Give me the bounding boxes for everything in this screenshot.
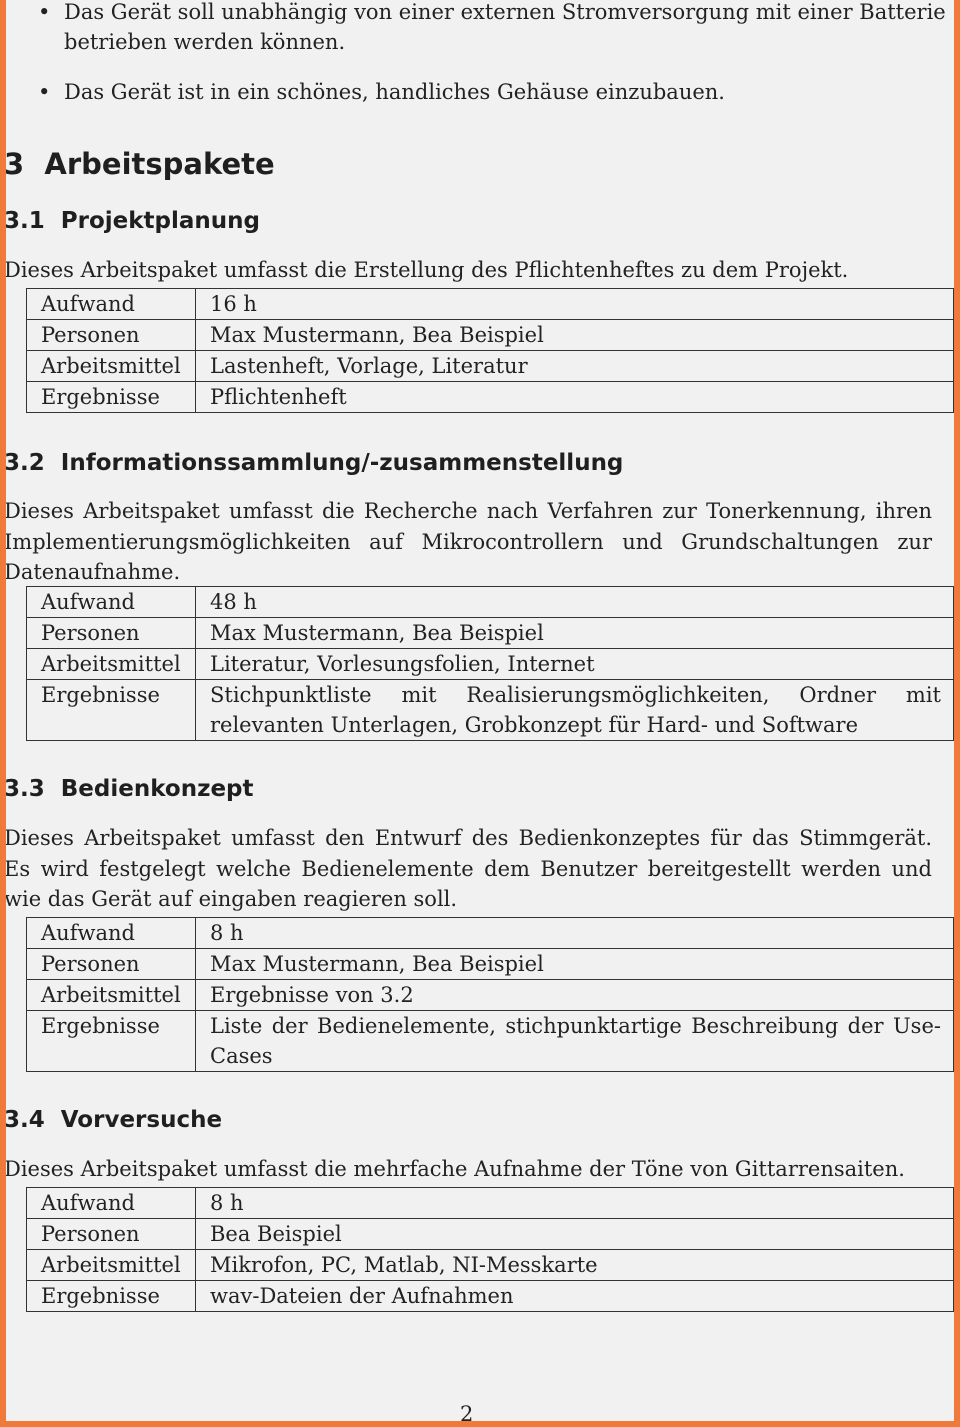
- subsection-description: Dieses Arbeitspaket umfasst die Recherche nach Verfahren zur Tonerkennung, ihren Implementierungsmöglichkeiten auf Mikrocontrollern und Grundschaltungen zur Datenaufnahme.: [4, 499, 932, 584]
- table-row: Arbeitsmittel Lastenheft, Vorlage, Literatur: [27, 351, 954, 382]
- table-row: Personen Max Mustermann, Bea Beispiel: [27, 618, 954, 649]
- work-package-table: [26, 1187, 954, 1312]
- table-row: Aufwand 8 h: [27, 918, 954, 949]
- work-package-table: [26, 586, 954, 741]
- subsection-description: Dieses Arbeitspaket umfasst die Erstellung des Pflichtenheftes zu dem Projekt.: [4, 258, 849, 282]
- page-number: 2: [460, 1402, 474, 1421]
- table-row: Personen Max Mustermann, Bea Beispiel: [27, 320, 954, 351]
- table-row: Ergebnisse Stichpunktliste mit Realisierungsmöglichkeiten, Ordner mit relevanten Unterlagen, Grobkonzept für Hard- und Software: [27, 680, 954, 741]
- table-row: Arbeitsmittel Ergebnisse von 3.2: [27, 980, 954, 1011]
- document-page: • Das Gerät soll unabhängig von einer externen Stromversorgung mit einer Batterie betrieben werden können. • Das Gerät ist in ein schönes, handliches Gehäuse einzubauen. 3 Arbeitspakete 3.1 Projektplanung Dieses Arbeitspaket umfasst die Erstellung des Pflichtenheftes zu dem Projekt. Aufwand 16 h Personen Max Mustermann, Bea Beispiel Arbeitsmittel Lastenheft, Vorlage, Literatur Ergebnisse Pflichtenheft 3.2 Informationssammlung/-zusammenstellung Dieses Arbeitspaket umfasst die Recherche nach Verfahren zur Tonerkennung, ihren Implementierungsmöglichkeiten auf Mikrocontrollern und Grundschaltungen zur Datenaufnahme. Aufwand 48 h Personen Max Mustermann, Bea Beispiel Arbeitsmittel Literatur, Vorlesungsfolien, Internet Ergebnisse Stichpunktliste mit Realisierungsmöglichkeiten, Ordner mit relevanten Unterlagen, Grobkonzept für Hard- und Software 3.3 Bedienkonzept Dieses Arbeitspaket umfasst den Entwurf des Bedienkonzeptes für das Stimmgerät. Es wird festgelegt welche Bedienelemente dem Benutzer bereitgestellt werden und wie das Gerät auf eingaben reagieren soll. Aufwand 8 h Personen Max Mustermann, Bea Beispiel Arbeitsmittel Ergebnisse von 3.2 Ergebnisse Liste der Bedienelemente, stichpunktartige Beschreibung der Use-Cases 3.4 Vorversuche Dieses Arbeitspaket umfasst die mehrfache Aufnahme der Töne von Gittarrensaiten. Aufwand 8 h Personen Bea Beispiel Arbeitsmittel Mikrofon, PC, Matlab, NI-Messkarte Ergebnisse wav-Dateien der Aufnahmen 2: [0, 0, 954, 1421]
- table-row: Ergebnisse Liste der Bedienelemente, stichpunktartige Beschreibung der Use-Cases: [27, 1011, 954, 1072]
- subsection-heading: 3.3 Bedienkonzept: [4, 776, 254, 802]
- subsection-heading: 3.4 Vorversuche: [4, 1107, 223, 1133]
- table-row: Ergebnisse wav-Dateien der Aufnahmen: [27, 1281, 954, 1312]
- table-row: Ergebnisse Pflichtenheft: [27, 382, 954, 413]
- work-package-table: [26, 917, 954, 1072]
- subsection-heading: 3.1 Projektplanung: [4, 208, 260, 234]
- subsection-heading: 3.2 Informationssammlung/-zusammenstellung: [4, 450, 624, 476]
- table-row: Arbeitsmittel Literatur, Vorlesungsfolien, Internet: [27, 649, 954, 680]
- table-row: Personen Max Mustermann, Bea Beispiel: [27, 949, 954, 980]
- section-heading: 3 Arbeitspakete: [4, 147, 275, 181]
- table-row: Aufwand 8 h: [27, 1188, 954, 1219]
- table-row: Aufwand 48 h: [27, 587, 954, 618]
- subsection-description: Dieses Arbeitspaket umfasst die mehrfache Aufnahme der Töne von Gittarrensaiten.: [4, 1157, 905, 1181]
- work-package-table: [26, 288, 954, 413]
- table-row: Arbeitsmittel Mikrofon, PC, Matlab, NI-Messkarte: [27, 1250, 954, 1281]
- table-row: Personen Bea Beispiel: [27, 1219, 954, 1250]
- subsection-description: Dieses Arbeitspaket umfasst den Entwurf des Bedienkonzeptes für das Stimmgerät. Es wird festgelegt welche Bedienelemente dem Benutzer bereitgestellt werden und wie das Gerät auf eingaben reagieren soll.: [4, 826, 932, 911]
- table-row: Aufwand 16 h: [27, 289, 954, 320]
